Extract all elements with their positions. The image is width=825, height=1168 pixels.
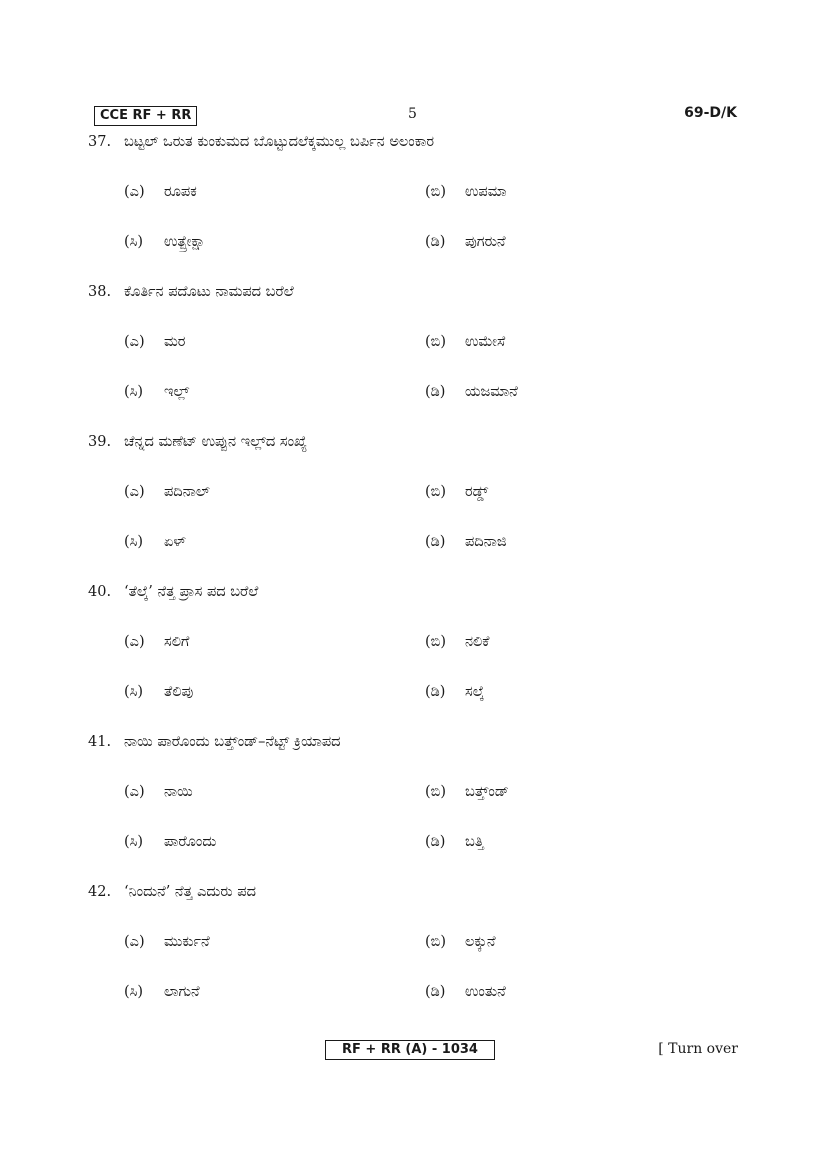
option-text: ಬತ್ತ್‌ಂಡ್ [465, 784, 509, 800]
option-b [425, 934, 496, 950]
option-text: ನಲಿಕೆ [465, 634, 490, 650]
question-stem [88, 284, 294, 300]
option-label: (ಬಿ) [425, 784, 447, 800]
option-label: (ಡಿ) [425, 534, 446, 550]
option-text: ಪುಗರುನೆ [465, 234, 506, 250]
option-b [425, 634, 489, 650]
option-label: (ಬಿ) [425, 184, 447, 200]
option-text: ಮರ [164, 334, 186, 350]
option-a [124, 634, 189, 650]
option-label: (ಸಿ) [124, 834, 144, 850]
option-d [425, 384, 518, 400]
option-label: (ಬಿ) [425, 484, 447, 500]
option-d [425, 684, 484, 700]
option-text: ರೂಪಕ [164, 184, 197, 200]
question-text: ಕೊರ್ತಿನ ಪದೊಟು ನಾಮಪದ ಬರೆಲೆ [124, 284, 294, 300]
option-label: (ಎ) [124, 934, 145, 950]
option-text: ಏಳ್ [164, 534, 186, 550]
option-c [124, 984, 200, 1000]
option-a [124, 484, 210, 500]
question-number: 37. [88, 134, 112, 150]
option-text: ಉಮೇಸೆ [465, 334, 506, 350]
option-text: ಸಲಿಗೆ [164, 634, 190, 650]
question-text: ನಾಯಿ ಪಾರೊಂದು ಬತ್ತ್‌ಂಡ್–ನೆಟ್ಟ್ ಕ್ರಿಯಾಪದ [124, 734, 341, 750]
option-text: ಉತ್ಪ್ರೇಕ್ಷಾ [164, 234, 206, 250]
option-b [425, 784, 509, 800]
question-text: ‘ತೆಲ್ಕೆ’ ನೆತ್ತ ಪ್ರಾಸ ಪದ ಬರೆಲೆ [124, 584, 259, 600]
exam-code-box: CCE RF + RR [94, 106, 197, 126]
question-number: 42. [88, 884, 112, 900]
option-text: ಲಾಗುನೆ [164, 984, 200, 1000]
option-d [425, 234, 506, 250]
option-text: ಇಲ್ಲ್ [164, 384, 190, 400]
option-label: (ಡಿ) [425, 984, 446, 1000]
option-d [425, 534, 507, 550]
question-text: ಬಟ್ಟಲ್ ಒರುತ ಕುಂಕುಮದ ಬೊಟ್ಟುದಲೆಕ್ಕಮುಲ್ಲ ಬರ್ಪಿನ ಅಲಂಕಾರ [124, 134, 435, 150]
question-stem [88, 584, 258, 600]
question-text: ‘ನಿಂದುನೆ’ ನೆತ್ತ ಎದುರು ಪದ [124, 884, 256, 900]
option-label: (ಎ) [124, 784, 145, 800]
option-c [124, 384, 189, 400]
question-text: ಚೆನ್ನದ ಮಣೆಟ್ ಉಪ್ಪುನ ಇಲ್ಲ್‌ದ ಸಂಖ್ಯೆ [124, 434, 308, 450]
option-text: ಪಾರೊಂದು [164, 834, 217, 850]
option-text: ನಾಯಿ [164, 784, 193, 800]
option-label: (ಬಿ) [425, 634, 447, 650]
paper-code: 69-D/K [684, 105, 737, 121]
option-text: ತೆಲಿಪು [164, 684, 194, 700]
option-text: ಮುರ್ಕುನೆ [164, 934, 210, 950]
option-text: ಪದಿನಾಲ್ [164, 484, 210, 500]
option-c [124, 534, 186, 550]
question-stem [88, 734, 341, 750]
question-number: 38. [88, 284, 112, 300]
page-header [0, 104, 825, 130]
question-stem [88, 134, 434, 150]
option-label: (ಸಿ) [124, 984, 144, 1000]
page-number: 5 [408, 106, 417, 122]
option-label: (ಸಿ) [124, 234, 144, 250]
question-number: 40. [88, 584, 112, 600]
option-label: (ಬಿ) [425, 334, 447, 350]
option-d [425, 834, 484, 850]
option-b [425, 184, 507, 200]
turn-over-note: [ Turn over [658, 1041, 738, 1057]
option-label: (ಸಿ) [124, 384, 144, 400]
option-c [124, 234, 205, 250]
option-text: ಉಂತುನೆ [465, 984, 506, 1000]
option-b [425, 334, 505, 350]
option-text: ಉಪಮಾ [465, 184, 507, 200]
option-label: (ಬಿ) [425, 934, 447, 950]
option-label: (ಸಿ) [124, 534, 144, 550]
option-a [124, 934, 210, 950]
option-label: (ಡಿ) [425, 834, 446, 850]
option-a [124, 784, 193, 800]
option-d [425, 984, 506, 1000]
option-label: (ಸಿ) [124, 684, 144, 700]
option-a [124, 184, 197, 200]
option-text: ಬತ್ತಿ [465, 834, 484, 850]
option-text: ಸಲ್ಕೆ [465, 684, 485, 700]
question-stem [88, 434, 307, 450]
option-b [425, 484, 488, 500]
question-stem [88, 884, 256, 900]
option-label: (ಡಿ) [425, 384, 446, 400]
option-label: (ಡಿ) [425, 234, 446, 250]
option-label: (ಎ) [124, 334, 145, 350]
option-label: (ಡಿ) [425, 684, 446, 700]
option-text: ಪದಿನಾಜಿ [465, 534, 507, 550]
option-text: ಲಕ್ಕುನೆ [465, 934, 496, 950]
option-c [124, 834, 216, 850]
option-c [124, 684, 193, 700]
option-text: ರಡ್ಡ್ [465, 484, 489, 500]
option-label: (ಎ) [124, 184, 145, 200]
footer-code-box: RF + RR (A) - 1034 [325, 1040, 495, 1060]
question-number: 39. [88, 434, 112, 450]
option-a [124, 334, 185, 350]
option-label: (ಎ) [124, 484, 145, 500]
option-text: ಯಜಮಾನೆ [465, 384, 518, 400]
question-number: 41. [88, 734, 112, 750]
option-label: (ಎ) [124, 634, 145, 650]
